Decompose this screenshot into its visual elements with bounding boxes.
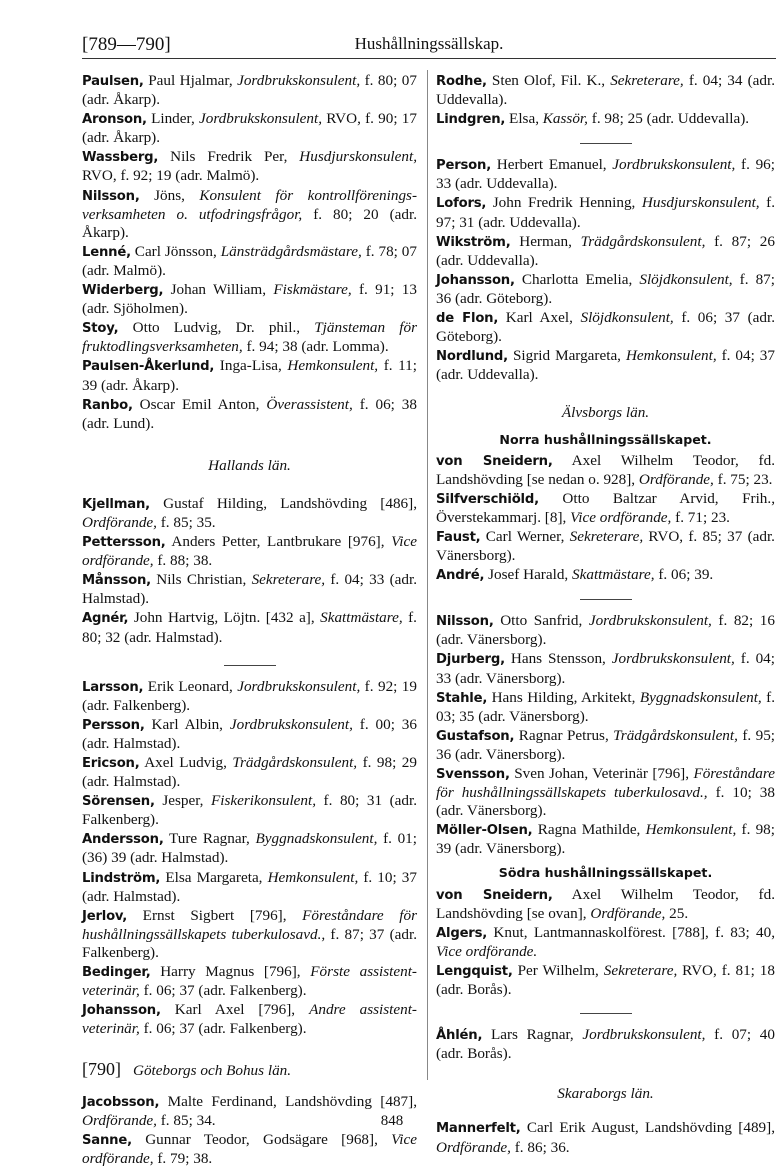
entry-title: Länsträdgårdsmästare, — [220, 242, 362, 260]
entry-tail: f. 80; 20 (adr. Åkarp). — [82, 205, 417, 241]
directory-entry — [82, 869, 417, 906]
entry-name: von Sneidern, — [436, 887, 553, 903]
entry-tail: f. 04; 33 (adr. Vänersborg). — [436, 650, 775, 687]
entry-title: Skattmästare, — [572, 566, 655, 584]
entry-title: Vice ordförande, — [82, 1130, 417, 1167]
directory-entry — [82, 495, 417, 532]
entry-tail: f. 06; 37 (adr. Falkenberg). — [139, 1020, 307, 1038]
entry-title: Ordförande, — [436, 1138, 511, 1156]
entry-details: Otto Baltzar Arvid, Frih., Överstekammarj. [8], — [436, 489, 775, 526]
directory-entry — [82, 319, 417, 356]
section-heading-alvsborgs: Älvsborgs län. — [561, 404, 650, 422]
entry-details: Axel Ludvig, — [139, 754, 233, 771]
entry-name: Lenné, — [82, 244, 131, 260]
entry-details: Oscar Emil Anton, — [132, 395, 267, 413]
entry-details: Otto Ludvig, Dr. phil., — [118, 319, 315, 337]
entry-name: Lindström, — [82, 870, 161, 886]
entry-title: Tjänsteman för fruktodlingsverksamheten, — [82, 319, 417, 356]
entry-tail: f. 03; 35 (adr. Vänersborg). — [436, 688, 775, 725]
entry-tail: RVO, f. 85; 37 (adr. Vänersborg). — [436, 527, 775, 565]
entry-details: Herman, — [510, 232, 581, 250]
entry-details: Karl Axel, — [498, 309, 581, 327]
entry-tail: f. 87; 37 (adr. Falkenberg). — [82, 925, 417, 961]
directory-entry — [436, 727, 775, 764]
entry-details: Axel Wilhelm Teodor, fd. Landshövding [se nedan o. 928], — [436, 451, 775, 488]
entry-tail: f. 04; 33 (adr. Halmstad). — [82, 571, 417, 608]
separator-rule — [580, 599, 632, 600]
entry-details: John Fredrik Henning, — [486, 194, 642, 212]
entry-name: Agnér, — [82, 611, 129, 627]
entry-list — [82, 72, 417, 433]
entry-name: Djurberg, — [436, 652, 505, 668]
directory-entry — [436, 156, 775, 193]
entry-title: Andre assistent-veterinär, — [82, 1001, 417, 1038]
directory-entry — [436, 72, 775, 109]
entry-tail: f. 88; 38. — [153, 552, 213, 570]
entry-details: Elsa, — [505, 110, 543, 128]
section-heading-goteborg — [82, 1060, 417, 1080]
entry-title: Föreståndare för hushållningssällskapets tuberkulosavd., — [82, 906, 418, 943]
entry-details: Sigrid Margareta, — [508, 347, 626, 365]
entry-name: Månsson, — [82, 573, 151, 589]
entry-name: Svensson, — [436, 767, 510, 782]
entry-title: Föreståndare för hushållningssällskapets tuberkulosavd., — [436, 765, 775, 802]
directory-entry — [82, 281, 417, 318]
entry-title: Byggnadskonsulent, — [255, 830, 378, 848]
entry-tail: f. 04; 37 (adr. Uddevalla). — [436, 347, 775, 384]
entry-name: Pettersson, — [82, 535, 166, 551]
page-number-footer: 848 — [380, 1113, 404, 1129]
entry-name: Jerlov, — [82, 908, 128, 924]
entry-name: Nilsson, — [82, 188, 140, 204]
directory-entry — [436, 886, 775, 923]
entry-tail: f. 98; 29 (adr. Halmstad). — [82, 754, 417, 791]
entry-details: Axel Wilhelm Teodor, fd. Landshövding [se ovan], — [436, 885, 775, 922]
directory-entry — [436, 452, 775, 489]
entry-tail: f. 01; (36) 39 (adr. Halmstad). — [82, 830, 417, 867]
entry-name: Wassberg, — [82, 150, 159, 166]
entry-list — [436, 1026, 775, 1063]
entry-details: Herbert Emanuel, — [491, 156, 613, 174]
entry-name: Ericson, — [82, 756, 140, 771]
entry-tail: f. 87; 26 (adr. Uddevalla). — [436, 232, 775, 269]
entry-name: Paulsen, — [82, 74, 144, 89]
entry-details: Jesper, — [154, 792, 211, 810]
entry-details: Sten Olof, Fil. K., — [486, 72, 611, 89]
entry-tail: f. 98; 39 (adr. Vänersborg). — [436, 821, 775, 858]
directory-entry — [436, 309, 775, 346]
entry-tail: f. 85; 35. — [156, 513, 216, 531]
entry-details: Johan William, — [163, 281, 274, 299]
entry-title: Ordförande, — [638, 470, 714, 488]
entry-list — [436, 612, 775, 858]
entry-name: Möller-Olsen, — [436, 823, 533, 839]
entry-name: Larsson, — [82, 679, 144, 695]
entry-name: Nordlund, — [436, 349, 508, 365]
directory-entry — [82, 187, 417, 242]
entry-tail: f. 82; 16 (adr. Vänersborg). — [436, 612, 775, 649]
entry-name: Kjellman, — [82, 496, 150, 512]
entry-tail: f. 06; 39. — [654, 566, 714, 584]
subheading-sodra: Södra hushållningssällskapet. — [498, 865, 713, 881]
entry-title: Skattmästare, — [320, 609, 403, 627]
entry-details: Paul Hjalmar, — [143, 72, 238, 89]
entry-title: Jordbrukskonsulent, — [198, 110, 323, 128]
entry-details: Nils Fredrik Per, — [158, 148, 300, 166]
directory-entry — [436, 194, 775, 231]
directory-entry — [82, 963, 417, 1000]
entry-tail: f. 00; 36 (adr. Halmstad). — [82, 715, 417, 752]
entry-details: Anders Petter, Lantbrukare [976], — [165, 533, 392, 551]
section-heading-hallands: Hallands län. — [208, 456, 291, 474]
entry-title: Byggnadskonsulent, — [639, 688, 762, 706]
entry-tail: RVO, f. 81; 18 (adr. Borås). — [436, 961, 775, 999]
entry-name: Wikström, — [436, 234, 511, 250]
directory-entry — [436, 347, 775, 384]
entry-details: Karl Albin, — [144, 715, 230, 733]
directory-entry — [436, 962, 775, 999]
entry-title: Trädgårdskonsulent, — [232, 754, 358, 771]
entry-details: Elsa Margareta, — [160, 868, 268, 886]
entry-details: Hans Hilding, Arkitekt, — [487, 688, 640, 706]
column-divider — [427, 70, 428, 1080]
entry-name: Lofors, — [436, 196, 487, 212]
entry-title: Slöjdkonsulent, — [639, 270, 733, 288]
entry-title: Jordbrukskonsulent, — [588, 612, 712, 630]
entry-details: Gustaf Hilding, Landshövding [486], — [149, 494, 417, 512]
entry-list — [436, 72, 775, 129]
entry-name: Stahle, — [436, 690, 488, 706]
directory-entry — [436, 528, 775, 565]
entry-name: André, — [436, 568, 485, 584]
directory-entry — [436, 821, 775, 858]
section-heading-skaraborgs: Skaraborgs län. — [557, 1085, 654, 1103]
entry-title: Jordbrukskonsulent, — [611, 650, 735, 668]
section-title: Göteborgs och Bohus län. — [133, 1062, 292, 1080]
entry-list — [82, 678, 417, 1039]
entry-details: Karl Axel [796], — [160, 1001, 310, 1019]
entry-name: von Sneidern, — [436, 453, 553, 469]
entry-details: Josef Harald, — [484, 566, 573, 584]
entry-tail: f. 96; 33 (adr. Uddevalla). — [436, 156, 775, 193]
entry-title: Trädgårdskonsulent, — [613, 726, 738, 744]
header-page-numbers: [789—790] — [82, 34, 171, 55]
entry-list — [436, 452, 775, 586]
entry-name: Johansson, — [82, 1003, 161, 1019]
entry-title: Slöjdkonsulent, — [580, 309, 674, 327]
directory-entry — [82, 609, 417, 646]
entry-title: Hemkonsulent, — [287, 357, 379, 375]
entry-tail: RVO, f. 90; 17 (adr. Åkarp). — [82, 110, 417, 147]
entry-details: Sven Johan, Veterinär [796], — [509, 765, 694, 782]
entry-name: Algers, — [436, 925, 488, 941]
entry-tail: f. 06; 38 (adr. Lund). — [82, 395, 417, 432]
entry-tail: 25. — [665, 904, 689, 922]
right-column — [436, 72, 775, 1158]
entry-name: Sörensen, — [82, 794, 155, 810]
directory-entry — [82, 148, 417, 185]
entry-title: Ordförande, — [590, 904, 666, 922]
separator-rule — [580, 1013, 632, 1014]
running-header — [82, 34, 776, 59]
entry-details: Otto Sanfrid, — [493, 612, 589, 630]
entry-title: Överassistent, — [266, 395, 353, 413]
entry-tail: f. 11; 39 (adr. Åkarp). — [82, 357, 417, 394]
separator-rule — [580, 143, 632, 144]
entry-details: Knut, Lantmannaskolförest. [788], f. 83; 40, — [487, 923, 775, 941]
entry-title: Jordbrukskonsulent, — [237, 677, 361, 695]
entry-name: Åhlén, — [436, 1028, 483, 1044]
directory-entry — [82, 571, 417, 608]
directory-entry — [82, 1001, 417, 1038]
separator-rule — [224, 665, 276, 666]
entry-details: Carl Jönsson, — [130, 242, 221, 260]
entry-title: Fiskerikonsulent, — [211, 792, 317, 810]
entry-tail: f. 04; 34 (adr. Uddevalla). — [436, 72, 775, 109]
entry-tail: f. 10; 38 (adr. Vänersborg). — [436, 784, 775, 820]
directory-entry — [82, 396, 417, 433]
section-page-number: [790] — [82, 1059, 121, 1080]
entry-details: Erik Leonard, — [143, 677, 238, 695]
entry-title: Sekreterare, — [610, 72, 684, 89]
entry-tail: f. 98; 25 (adr. Uddevalla). — [587, 110, 750, 128]
entry-name: Gustafson, — [436, 728, 515, 744]
directory-entry — [436, 765, 775, 820]
entry-details: John Hartvig, Löjtn. [432 a], — [128, 609, 321, 627]
directory-entry — [436, 689, 775, 726]
entry-details: Ernst Sigbert [796], — [127, 906, 303, 924]
directory-entry — [82, 830, 417, 867]
entry-list — [82, 495, 417, 647]
entry-name: de Flon, — [436, 311, 499, 327]
entry-tail: f. 07; 40 (adr. Borås). — [436, 1026, 775, 1063]
entry-tail: f. 75; 23. — [713, 470, 773, 488]
entry-name: Sanne, — [82, 1132, 132, 1148]
entry-tail: f. 80; 07 (adr. Åkarp). — [82, 72, 417, 109]
directory-entry — [82, 72, 417, 109]
entry-list — [436, 156, 775, 384]
entry-name: Persson, — [82, 717, 145, 733]
directory-entry — [436, 1026, 775, 1063]
entry-name: Jacobsson, — [82, 1094, 160, 1110]
entry-details: Linder, — [146, 110, 199, 128]
entry-title: Sekreterare, — [251, 571, 326, 589]
entry-details: Nils Christian, — [150, 571, 252, 589]
entry-tail: f. 78; 07 (adr. Malmö). — [82, 242, 417, 279]
left-column — [82, 72, 417, 1169]
entry-tail: f. 86; 36. — [510, 1138, 570, 1156]
entry-details: Hans Stensson, — [504, 650, 612, 668]
entry-title: Sekreterare, — [569, 527, 644, 545]
entry-tail: f. 94; 38 (adr. Lomma). — [242, 338, 389, 356]
entry-title: Jordbrukskonsulent, — [582, 1026, 706, 1044]
entry-title: Förste assistent-veterinär, — [82, 963, 417, 1000]
entry-name: Andersson, — [82, 832, 164, 848]
entry-details: Carl Werner, — [480, 527, 570, 545]
entry-name: Lengquist, — [436, 963, 513, 979]
directory-entry — [436, 233, 775, 270]
entry-tail: f. 91; 13 (adr. Sjöholmen). — [82, 281, 417, 318]
entry-title: Hemkonsulent, — [625, 347, 717, 365]
entry-name: Rodhe, — [436, 74, 487, 89]
entry-title: Vice ordförande, — [570, 508, 672, 526]
entry-name: Aronson, — [82, 112, 147, 128]
header-title: Hushållningssällskap. — [354, 34, 504, 53]
directory-entry — [82, 792, 417, 829]
directory-entry — [82, 110, 417, 147]
entry-title: Fiskmästare, — [273, 281, 352, 299]
directory-entry — [82, 678, 417, 715]
entry-name: Lindgren, — [436, 112, 506, 128]
entry-details: Gunnar Teodor, Godsägare [968], — [131, 1130, 392, 1148]
entry-details: Ragnar Petrus, — [514, 726, 614, 744]
directory-entry — [82, 357, 417, 394]
entry-name: Bedinger, — [82, 965, 151, 981]
directory-entry — [436, 110, 775, 129]
directory-entry — [82, 533, 417, 570]
entry-tail: f. 97; 31 (adr. Uddevalla). — [436, 194, 775, 231]
entry-details: Inga-Lisa, — [214, 357, 288, 375]
entry-name: Ranbo, — [82, 397, 133, 413]
entry-tail: f. 06; 37 (adr. Falkenberg). — [139, 982, 307, 1000]
entry-title: Konsulent för kontrollförenings-verksamheten o. utfodringsfrågor, — [82, 186, 418, 223]
entry-list — [82, 1093, 417, 1168]
entry-details: Malte Ferdinand, Landshövding [487], — [159, 1092, 417, 1110]
entry-details: Harry Magnus [796], — [150, 963, 311, 981]
entry-name: Mannerfelt, — [436, 1121, 521, 1137]
entry-title: Ordförande, — [82, 513, 157, 531]
entry-details: Jöns, — [139, 186, 200, 204]
entry-tail: f. 79; 38. — [153, 1149, 213, 1167]
entry-name: Widerberg, — [82, 283, 164, 299]
entry-details: Per Wilhelm, — [512, 961, 604, 979]
entry-name: Stoy, — [82, 321, 119, 337]
entry-tail: f. 85; 34. — [156, 1111, 216, 1129]
entry-tail: f. 71; 23. — [671, 508, 730, 526]
entry-details: Ragna Mathilde, — [532, 821, 646, 839]
directory-entry — [436, 271, 775, 308]
entry-name: Paulsen-Åkerlund, — [82, 359, 215, 375]
entry-title: Kassör, — [542, 110, 588, 128]
entry-details: Carl Erik August, Landshövding [489], — [520, 1119, 775, 1137]
entry-title: Ordförande, — [82, 1111, 157, 1129]
entry-details: Charlotta Emelia, — [514, 270, 640, 288]
entry-title: Vice ordförande. — [436, 942, 538, 960]
entry-tail: f. 80; 31 (adr. Falkenberg). — [82, 792, 417, 829]
directory-entry — [82, 716, 417, 753]
entry-tail: f. 87; 36 (adr. Göteborg). — [436, 270, 775, 307]
entry-tail: f. 10; 37 (adr. Halmstad). — [82, 868, 417, 905]
directory-entry — [436, 490, 775, 527]
entry-tail: f. 95; 36 (adr. Vänersborg). — [436, 726, 776, 763]
entry-title: Sekreterare, — [603, 961, 678, 979]
entry-title: Jordbrukskonsulent, — [237, 72, 361, 89]
entry-title: Jordbrukskonsulent, — [612, 156, 736, 174]
entry-details: Lars Ragnar, — [482, 1026, 583, 1044]
directory-entry — [436, 650, 775, 687]
entry-tail: f. 80; 32 (adr. Halmstad). — [82, 609, 417, 646]
entry-name: Nilsson, — [436, 614, 494, 630]
entry-title: Jordbrukskonsulent, — [229, 715, 353, 733]
entry-title: Hemkonsulent, — [267, 868, 359, 886]
directory-entry — [436, 924, 775, 961]
entry-tail: f. 06; 37 (adr. Göteborg). — [436, 309, 776, 346]
entry-title: Husdjurskonsulent, — [299, 148, 417, 166]
entry-list — [436, 886, 775, 1000]
entry-title: Hemkonsulent, — [645, 821, 737, 839]
directory-entry — [82, 1131, 417, 1168]
entry-name: Person, — [436, 158, 492, 174]
entry-name: Faust, — [436, 529, 481, 545]
entry-name: Silfverschiöld, — [436, 491, 539, 507]
directory-entry — [436, 612, 775, 649]
subheading-norra: Norra hushållningssällskapet. — [499, 431, 712, 447]
directory-entry — [82, 754, 417, 791]
entry-name: Johansson, — [436, 272, 515, 288]
entry-title: Trädgårdskonsulent, — [580, 232, 706, 250]
entry-details: Ture Ragnar, — [163, 830, 256, 848]
entry-title: Vice ordförande, — [82, 533, 417, 570]
entry-tail: RVO, f. 92; 19 (adr. Malmö). — [82, 167, 260, 185]
directory-entry — [436, 566, 775, 585]
entry-tail: f. 92; 19 (adr. Falkenberg). — [82, 677, 417, 714]
directory-entry — [82, 243, 417, 280]
directory-entry — [82, 907, 417, 962]
entry-title: Husdjurskonsulent, — [641, 194, 760, 212]
